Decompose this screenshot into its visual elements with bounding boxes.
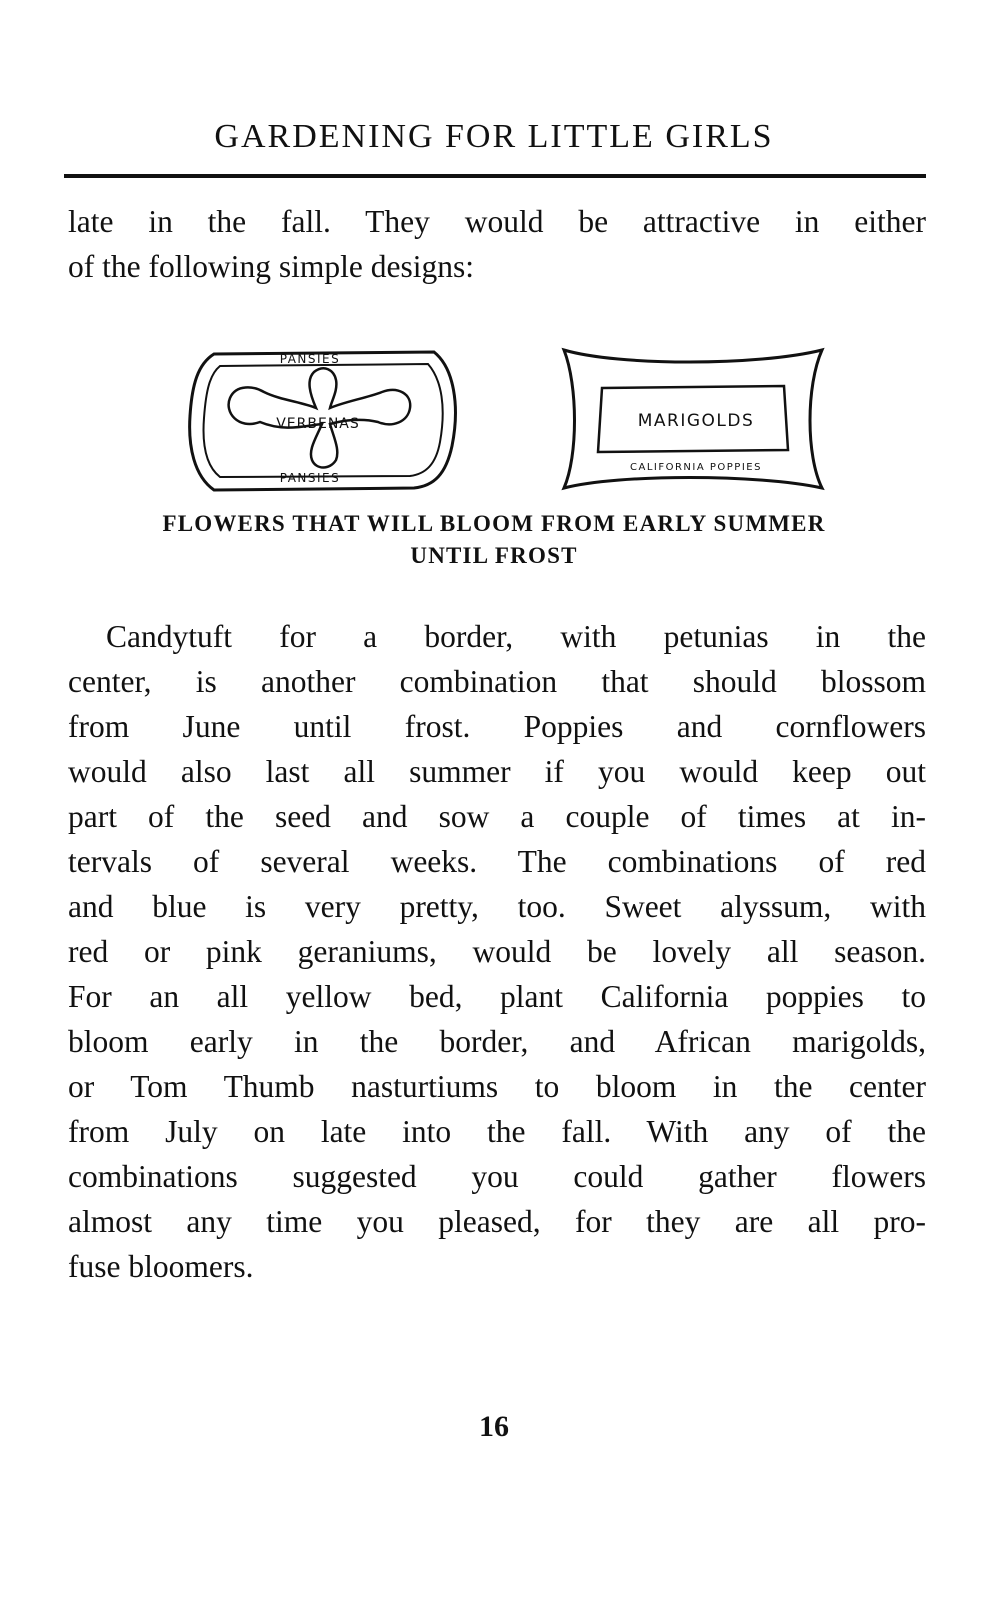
body-line: part of the seed and sow a couple of times at in- (68, 799, 926, 834)
marigolds-poppies-design (558, 346, 828, 492)
caption-line: FLOWERS THAT WILL BLOOM FROM EARLY SUMMER (162, 511, 826, 536)
body-line: Candytuft for a border, with petunias in the (106, 619, 926, 654)
figure-caption (64, 508, 924, 572)
body-line: For an all yellow bed, plant California poppies to (68, 979, 926, 1014)
left-center-label: VERBENAS (276, 416, 360, 432)
left-bottom-label: PANSIES (279, 471, 341, 485)
body-line: would also last all summer if you would keep out (68, 754, 926, 789)
right-center-label: MARIGOLDS (637, 411, 755, 431)
intro-line: of the following simple designs: (68, 249, 474, 284)
body-line: almost any time you pleased, for they are all pro- (68, 1204, 926, 1239)
body-line: from July on late into the fall. With any of the (68, 1114, 926, 1149)
pansies-verbenas-design (184, 346, 460, 492)
garden-designs (0, 338, 988, 498)
body-line: red or pink geraniums, would be lovely all season. (68, 934, 926, 969)
body-line: bloom early in the border, and African marigolds, (68, 1024, 926, 1059)
running-head: GARDENING FOR LITTLE GIRLS (214, 118, 774, 155)
right-bottom-label: CALIFORNIA POPPIES (630, 462, 762, 473)
page-number: 16 (479, 1410, 509, 1443)
intro-paragraph (68, 199, 926, 289)
body-line: fuse bloomers. (68, 1249, 254, 1284)
left-top-label: PANSIES (279, 352, 341, 366)
body-paragraph (68, 614, 926, 1289)
body-line: and blue is very pretty, too. Sweet alyssum, with (68, 889, 926, 924)
body-line: combinations suggested you could gather flowers (68, 1159, 926, 1194)
body-line: or Tom Thumb nasturtiums to bloom in the center (68, 1069, 926, 1104)
body-line: tervals of several weeks. The combinations of red (68, 844, 926, 879)
caption-line: UNTIL FROST (410, 543, 578, 568)
header-rule (64, 174, 926, 178)
body-line: center, is another combination that should blossom (68, 664, 926, 699)
intro-line: late in the fall. They would be attractive in either (68, 204, 926, 239)
body-line: from June until frost. Poppies and cornflowers (68, 709, 926, 744)
